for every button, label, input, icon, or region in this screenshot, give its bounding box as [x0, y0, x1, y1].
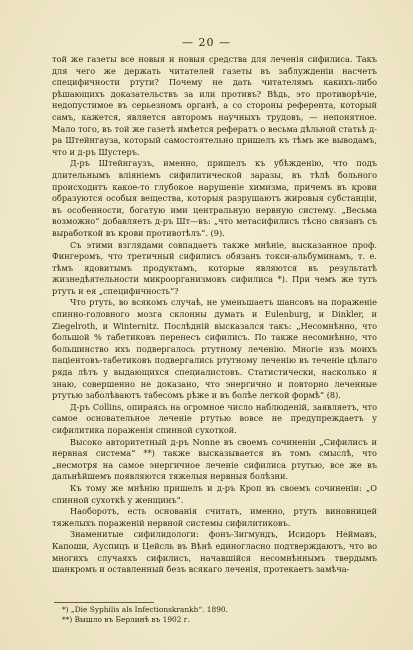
paragraph: той же газеты все новыя и новыя средства для леченія сифилиса. Такъ для чего же держать читателей газеты въ заблужденіи насчетъ специфичности ртути? Почему не дать читателямъ какихъ-либо рѣшающихъ доказательствъ за или противъ? Вѣдь, это противорѣчіе, недопустимое въ серьезномъ органѣ, а со стороны референта, который самъ, кажется, является авторомъ научныхъ трудовъ, — непонятное. Мало того, въ той же газетѣ имѣется рефератъ о весьма дѣльной статьѣ д-ра Штейнгауза, который самостоятельно пришелъ къ тѣмъ же выводамъ, что и д-ръ Шустеръ. — [52, 54, 377, 157]
paragraph: Д-ръ Collins, опираясь на огромное число наблюденій, заявляетъ, что самое основательное леченіе ртутью вовсе не предупреждаетъ у сифилитика пораженія спинной сухоткой. — [52, 401, 377, 435]
paragraph: Знаменитые сифилидологи: фонъ-Зигмундъ, Исидоръ Неймавъ, Капоши, Ауспицъ и Цейсль въ Вѣнѣ единогласно подтверждаютъ, что во многихъ случаяхъ сифилисъ, начавшійся несомнѣннымъ твердымъ шанкромъ и оставленный безъ всякаго леченія, протекаетъ замѣча- — [52, 529, 377, 575]
footnote: **) Вышло въ Берлинѣ въ 1902 г. — [62, 615, 190, 624]
footnote: *) „Die Syphilis als Infectionskrankh“. 1890. — [62, 605, 228, 614]
footnote-divider — [54, 602, 154, 603]
paragraph: Д-ръ Штейнгаузъ, именно, пришелъ къ убѣжденію, что подъ длительнымъ вліяніемъ сифилитической заразы, въ тѣлѣ больного происходитъ какое-то глубокое нарушеніе химизма, причемъ въ крови образуются особыя вещества, которыя разрушаютъ жировыя субстанціи, въ особенности, богатую ими центральную нервную систему. „Весьма возможно“ добавляетъ д-ръ Шт—въ: „что метасифилисъ тѣсно связанъ съ выработкой въ крови противотѣлъ“. (9). — [52, 158, 377, 238]
paragraph: Къ тому же мнѣнію пришелъ и д-ръ Кроп въ своемъ сочиненіи: „О спинной сухоткѣ у женщинъ“. — [52, 482, 377, 505]
body-text — [52, 54, 377, 576]
page-number: — 20 — — [182, 36, 231, 49]
paragraph: Высоко авторитетный д-ръ Nonne въ своемъ сочиненіи „Сифилисъ и нервная система“ **) также высказывается въ томъ смыслѣ, что „несмотря на самое энергичное леченіе сифилиса ртутью, все же въ дальнѣйшемъ появляются тяжелыя нервныя болѣзни. — [52, 436, 377, 482]
paragraph: Съ этими взглядами совпадаетъ также мнѣніе, высказанное проф. Фингеромъ, что третичный сифилисъ обязанъ токси-альбуминамъ, т. е. тѣмъ ядовитымъ продуктамъ, которые являются въ результатѣ жизнедѣятельности микроорганизмовъ сифилиса *). При чемъ же тутъ ртуть и ея „специфичность“? — [52, 239, 377, 296]
paragraph: Наоборотъ, есть основанія считать, именно, ртуть виновницей тяжелыхъ пораженій нервной системы сифилитиковъ. — [52, 506, 377, 528]
footnotes — [62, 605, 362, 625]
paragraph: Что ртуть, во всякомъ случаѣ, не уменьшаетъ шансовъ на пораженіе спинно-головного мозга склонны думать и Eulenburg, и Dinkler, и Ziegelroth, и Winternitz. Послѣдній высказался такъ: „Несомнѣнно, что большой % табетиковъ перенесъ сифилисъ. По также несомнѣнно, что большинство ихъ подвергалось ртутному леченію. Многіе изъ моихъ паціентовъ-табетиковъ подвергались ртутному леченію въ теченіе цѣлаго ряда лѣтъ у выдающихся специалистовъ. Статистически, насколько я знаю, совершенно не доказано, что энергично и повторно леченные ртутью заболѣваютъ табесомъ рѣже и въ болѣе легкой формѣ“ (8). — [52, 297, 377, 401]
